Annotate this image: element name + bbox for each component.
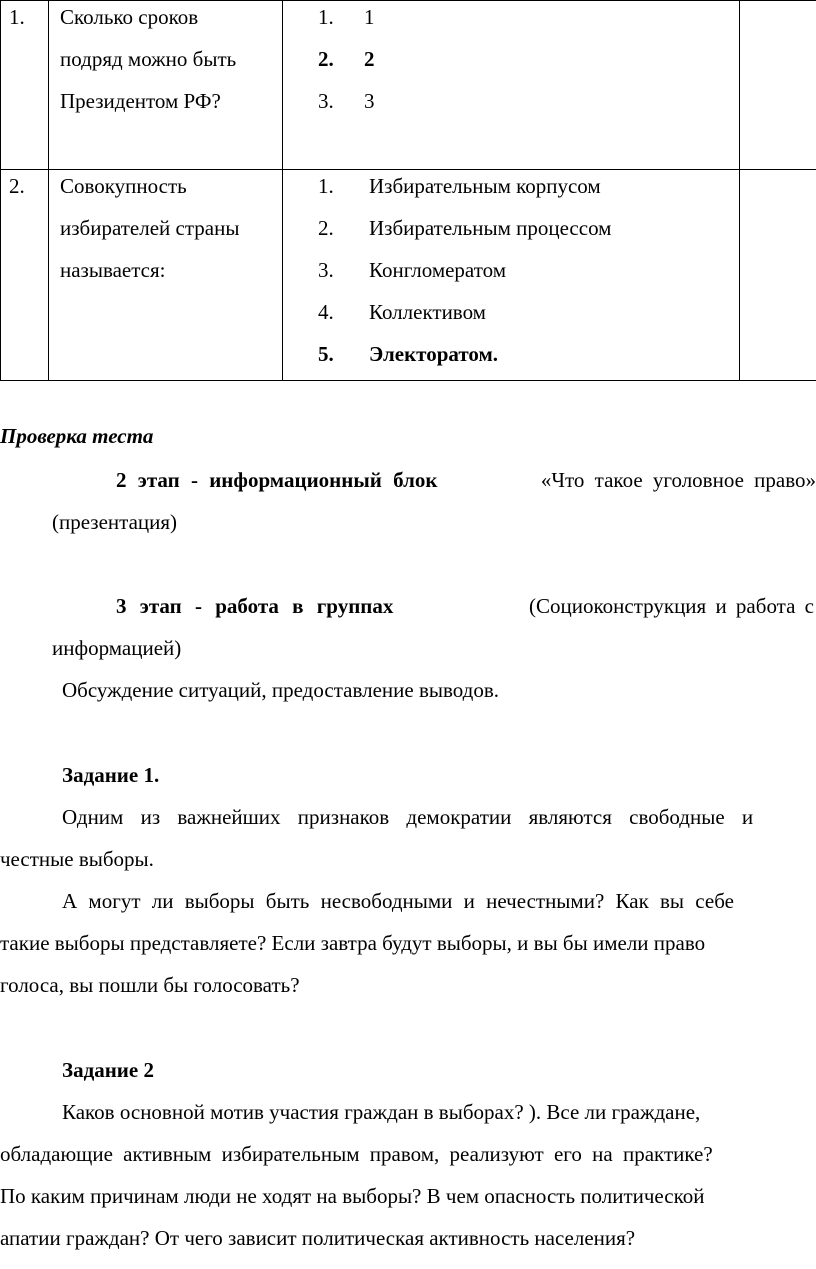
question-line: Совокупность <box>60 174 187 198</box>
question-line: Сколько сроков <box>60 5 199 29</box>
check-heading: Проверка теста <box>0 424 154 448</box>
answer-option: 3. 3 <box>318 89 375 113</box>
row-number: 2. <box>9 174 25 198</box>
stage3-text: (Социоконструкция и работа с <box>529 594 814 618</box>
answer-option: 1. 1 <box>318 5 375 29</box>
stage2-text: «Что такое уголовное право» <box>540 468 816 492</box>
task2-line4: апатии граждан? От чего зависит политическая активность населения? <box>0 1226 636 1250</box>
stage3-line <box>116 594 814 619</box>
table-col-divider <box>739 0 740 381</box>
discussion-text: Обсуждение ситуаций, предоставление выводов. <box>62 678 499 702</box>
stage2-cont: (презентация) <box>52 510 178 534</box>
question-line: подряд можно быть <box>60 47 237 71</box>
task1-paragraph1-line1 <box>62 805 814 830</box>
question-line: избирателей страны <box>60 216 240 240</box>
stage2-line <box>116 468 816 493</box>
stage3-cont: информацией) <box>52 636 182 660</box>
question-line: Президентом РФ? <box>60 89 221 113</box>
test-table <box>0 0 816 381</box>
stage3-title: 3 этап - работа в группах <box>116 594 394 618</box>
table-border-bottom <box>0 380 816 381</box>
answer-option: 4. Коллективом <box>318 300 486 324</box>
table-border-left <box>0 0 1 381</box>
answer-option: 1. Избирательным корпусом <box>318 174 601 198</box>
task1-paragraph2-line2: такие выборы представляете? Если завтра будут выборы, и вы бы имели право <box>0 931 706 955</box>
answer-option: 3. Конгломератом <box>318 258 507 282</box>
task2-line2: обладающие активным избирательным правом, реализуют его на практике? <box>0 1142 713 1166</box>
task2-line1: Каков основной мотив участия граждан в выборах? ). Все ли граждане, <box>62 1100 701 1124</box>
stage2-title: 2 этап - информационный блок <box>116 468 438 492</box>
task2-line3: По каким причинам люди не ходят на выборы? В чем опасность политической <box>0 1184 705 1208</box>
answer-option-correct: 2. 2 <box>318 47 375 71</box>
table-col-divider <box>48 0 49 381</box>
task1-paragraph1-line2: честные выборы. <box>0 847 154 871</box>
table-col-divider <box>282 0 283 381</box>
task1-paragraph2-line3: голоса, вы пошли бы голосовать? <box>0 973 300 997</box>
answer-option: 2. Избирательным процессом <box>318 216 612 240</box>
task2-title: Задание 2 <box>62 1058 154 1082</box>
question-text <box>60 165 239 291</box>
row-number: 1. <box>9 5 25 29</box>
answer-options <box>318 165 611 375</box>
task1-paragraph2-line1: А могут ли выборы быть несвободными и нечестными? Как вы себе <box>62 889 734 913</box>
task1-title: Задание 1. <box>62 763 160 787</box>
question-text <box>60 0 236 122</box>
answer-option-correct: 5. Электоратом. <box>318 342 499 366</box>
answer-options <box>318 0 375 122</box>
question-line: называется: <box>60 258 166 282</box>
task1-p1-text: Одним из важнейших признаков демократии являются свободные и <box>62 805 754 829</box>
